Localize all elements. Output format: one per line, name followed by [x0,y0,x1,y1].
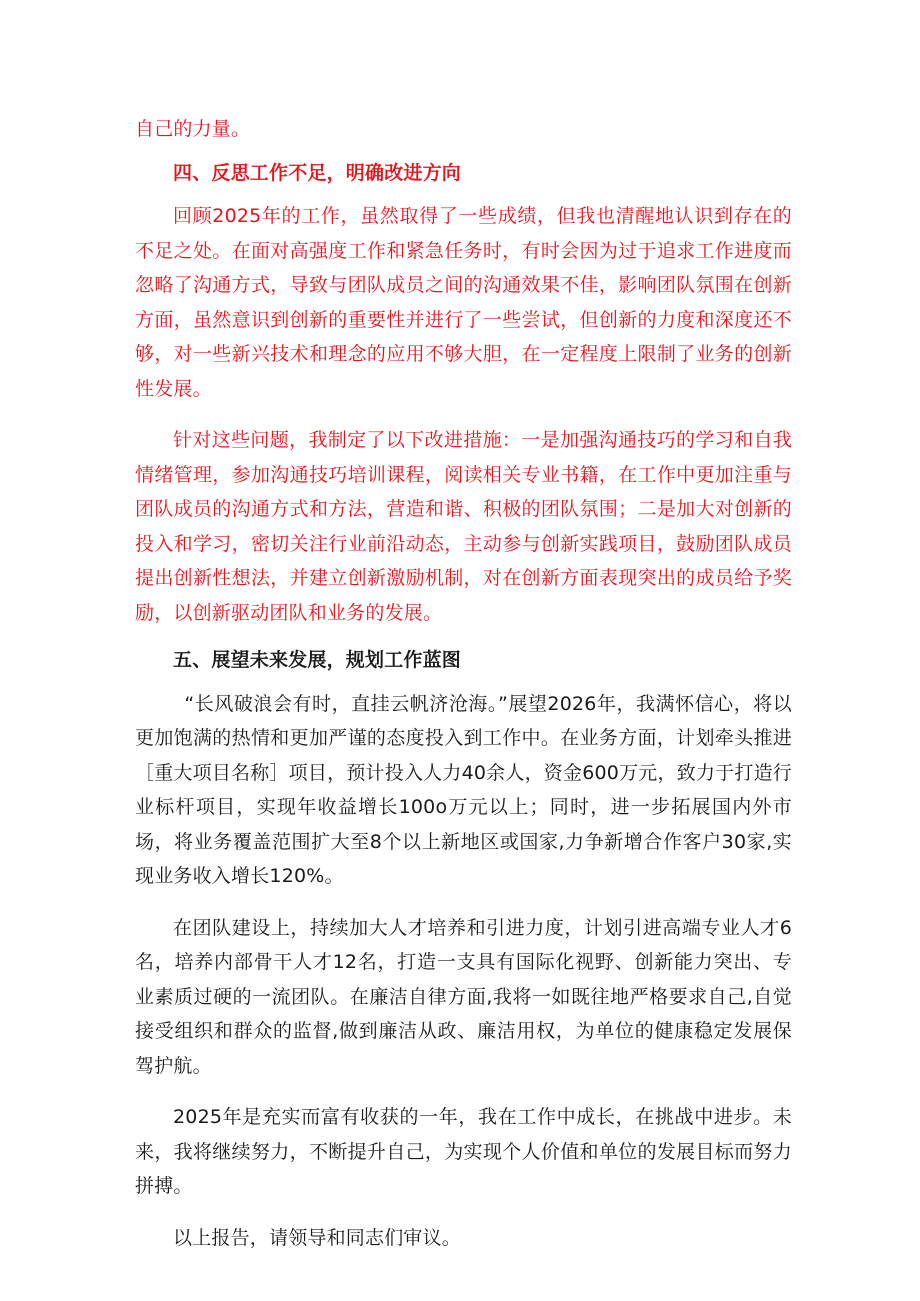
team-building-paragraph: 在团队建设上，持续加大人才培养和引进力度，计划引进高端专业人才6名，培养内部骨干人才12名，打造一支具有国际化视野、创新能力突出、专业素质过硬的一流团队。在廉洁自律方面,我将一如既往地严格要求自己,自觉接受组织和群众的监督,做到廉洁从政、廉洁用权，为单位的健康稳定发展保驾护航。 [135,916,792,1077]
review-paragraph: 回顾2025年的工作，虽然取得了一些成绩，但我也清醒地认识到存在的不足之处。在面对高强度工作和紧急任务时，有时会因为过于追求工作进度而忽略了沟通方式，导致与团队成员之间的沟通效果不佳，影响团队氛围在创新方面，虽然意识到创新的重要性并进行了一些尝试，但创新的力度和深度还不够，对一些新兴技术和理念的应用不够大胆，在一定程度上限制了业务的创新性发展。 [135,205,792,400]
closing-line: 以上报告，请领导和同志们审议。 [173,1226,462,1249]
section-heading-4: 四、反思工作不足，明确改进方向 [173,161,462,184]
improvement-measures-paragraph: 针对这些问题，我制定了以下改进措施：一是加强沟通技巧的学习和自我情绪管理，参加沟通技巧培训课程，阅读相关专业书籍，在工作中更加注重与团队成员的沟通方式和方法，营造和谐、积极的团队氛围；二是加大对创新的投入和学习，密切关注行业前沿动态，主动参与创新实践项目，鼓励团队成员提出创新性想法，并建立创新激励机制，对在创新方面表现突出的成员给予奖励，以创新驱动团队和业务的发展。 [135,429,792,624]
outlook-paragraph: “长风破浪会有时，直挂云帆济沧海。”展望2026年，我满怀信心，将以更加饱满的热情和更加严谨的态度投入到工作中。在业务方面，计划牵头推进［重大项目名称］项目，预计投入人力40余人，资金600万元，致力于打造行业标杆项目，实现年收益增长100o万元以上；同时，进一步拓展国内外市场，将业务覆盖范围扩大至8个以上新地区或国家,力争新增合作客户30家,实现业务收入增长120%。 [135,692,792,887]
carryover-paragraph: 自己的力量。 [135,118,251,140]
summary-paragraph: 2025年是充实而富有收获的一年，我在工作中成长，在挑战中进步。未来，我将继续努力，不断提升自己，为实现个人价值和单位的发展目标而努力拼搏。 [135,1106,792,1197]
section-heading-5: 五、展望未来发展，规划工作蓝图 [173,649,462,671]
